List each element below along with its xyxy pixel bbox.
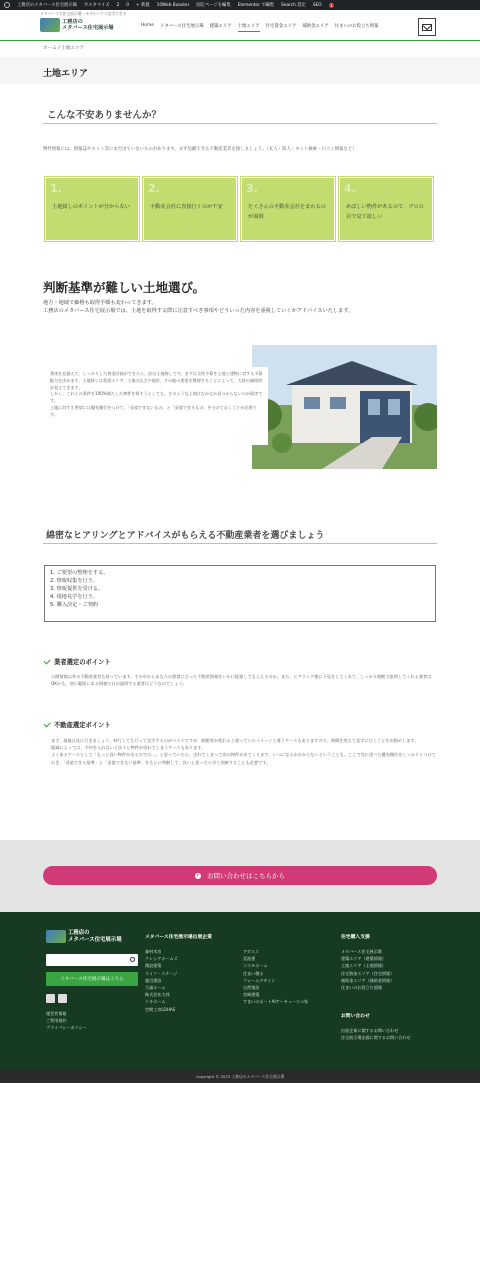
cta-label: お問い合わせはこちらから xyxy=(207,872,285,880)
footer-link[interactable]: 大福ホーム xyxy=(145,985,166,991)
concerns-heading: こんな不安ありませんか？ xyxy=(47,110,162,121)
admin-seo[interactable]: SEO xyxy=(312,2,322,8)
logo-house-icon xyxy=(46,930,66,943)
footer-link[interactable]: 住まい創る xyxy=(243,970,264,976)
footer-social xyxy=(46,994,67,1003)
admin-edit-page[interactable]: 固定ページを編集 xyxy=(196,3,231,8)
agent-heading-line xyxy=(43,543,437,544)
contact-cta-button[interactable] xyxy=(43,866,437,885)
card-number: 4. xyxy=(344,182,356,195)
footer xyxy=(0,912,480,1070)
house-photo xyxy=(252,345,437,469)
advice-paragraph-3: 土地に対する要望には優先順位をつけて、「妥協できないもの」と「妥協できるもの」を分けておくことが必要です。 xyxy=(50,404,257,417)
card-number: 1. xyxy=(50,182,62,195)
search-icon[interactable] xyxy=(130,957,135,962)
footer-link[interactable]: コスモホーム xyxy=(243,963,268,969)
footer-link[interactable]: 創設建築 xyxy=(145,963,162,969)
point2-text xyxy=(51,737,437,766)
advice-paragraph-1: 将来を見据えて、しっかりした資金計画ができたら、次は土地探しです。まずは全体予算を土地と建物に対する予算配分を決めます。土地探しは希望エリア、土地の広さや地形、その他の要望を整理することによって、大体の価格帯が見えてきます。 xyxy=(50,371,263,390)
intro-line-1: 地方・地域で価格も取得手順も変わってきます。 xyxy=(43,300,157,306)
footer-link[interactable]: 運営者情報 xyxy=(46,1011,67,1016)
nav-funding[interactable]: 住宅資金エリア xyxy=(265,24,297,29)
logo-line-2: メタバース住宅展示場 xyxy=(62,25,114,31)
footer-link[interactable]: 建築エリア（建築情報） xyxy=(341,956,387,962)
grid-icon[interactable] xyxy=(58,994,67,1003)
breadcrumb[interactable]: ホーム / 土地エリア xyxy=(43,46,85,51)
footer-metaverse-button[interactable]: メタバース住宅展示場はこちら xyxy=(46,972,138,986)
logo-house-icon xyxy=(40,18,60,32)
footer-link[interactable]: 自然建設 xyxy=(243,985,260,991)
footer-link[interactable]: プライバシーポリシー xyxy=(46,1025,87,1031)
footer-link[interactable]: 出展企業に関するお問い合わせ xyxy=(341,1028,399,1033)
footer-link[interactable]: 補助金エリア（補助金情報） xyxy=(341,977,395,983)
nav-building[interactable]: 建築エリア xyxy=(209,24,232,29)
copyright-text: Copyright © 2023 工務店のメタバース住宅展示場 xyxy=(195,1073,285,1079)
nav-subsidy[interactable]: 補助金エリア xyxy=(302,24,329,29)
concern-card-2 xyxy=(143,177,237,241)
admin-updates[interactable]: 2 xyxy=(116,2,120,8)
page-title: 土地エリア xyxy=(43,69,89,79)
admin-new[interactable]: + 新規 xyxy=(136,3,150,8)
check-icon xyxy=(44,657,51,664)
footer-link[interactable]: メタバース住宅展示場 xyxy=(341,949,382,954)
admin-comments[interactable]: 0 xyxy=(126,2,130,8)
check-icon xyxy=(44,720,51,727)
footer-link[interactable]: 晃池建 xyxy=(243,956,256,962)
judgement-intro xyxy=(43,299,443,315)
admin-customize[interactable]: カスタマイズ xyxy=(83,3,110,8)
footer-exhibitors-a xyxy=(145,948,178,1013)
step-item: 5. 購入決定・ご契約 xyxy=(50,602,99,608)
copyright-bar xyxy=(0,1070,480,1083)
footer-link[interactable]: クレシアホームズ xyxy=(145,956,178,962)
arrow-circle-icon xyxy=(195,873,201,879)
concerns-heading-line xyxy=(43,123,437,124)
footer-link[interactable]: フォームデザイン xyxy=(243,977,276,983)
steps-box xyxy=(44,565,436,622)
admin-bar xyxy=(0,0,480,10)
admin-seo-badge: 1 xyxy=(330,2,333,8)
agent-heading: 綿密なヒアリングとアドバイスがもらえる不動産業者を選びましょう xyxy=(46,531,325,541)
footer-link[interactable]: 宮崎建築 xyxy=(243,992,260,998)
home-icon[interactable] xyxy=(46,994,55,1003)
footer-link[interactable]: アダスス xyxy=(243,949,260,954)
contact-mail-button[interactable] xyxy=(418,18,436,36)
point1-title: 業者選定のポイント xyxy=(54,659,111,666)
card-text: 土地探しのポイントが分からない xyxy=(52,204,130,210)
concerns-paragraph: 物件情報には、情報誌やネット等にまだ出ていないものがあります。まず信頼できる不動産業者を探しましょう。（友人・知人・ネット検索・口コミ情報など） xyxy=(43,147,357,152)
site-tagline: メタバースで住宅展示場・モデルハウス見学できる xyxy=(40,11,127,16)
wordpress-logo-icon[interactable] xyxy=(4,2,10,8)
nav-land[interactable]: 土地エリア xyxy=(238,23,260,32)
step-item: 1. ご要望の整理をする。 xyxy=(50,570,109,576)
footer-contact-heading: お問い合わせ xyxy=(341,1014,370,1019)
point1-text: 公開情報以外の不動産業者も持っています。その中からあなたの要望に合った不動産情報をいかに提案してもらえるのか。また、ヒアリング後に下見をしてくれて、しっかり根拠で説明してくれる業者はOKかも、逆に範囲にある情報だけの説明する業者はどうなのでしょう。 xyxy=(51,674,432,687)
nav-metaverse[interactable]: メタバース住宅展示場 xyxy=(159,24,204,29)
point2-heading xyxy=(44,720,111,729)
footer-link[interactable]: ご利用規約 xyxy=(46,1018,67,1024)
footer-link[interactable]: すまいのポートAIアーキュースつ家 xyxy=(243,999,309,1005)
footer-link[interactable]: 森村木房 xyxy=(145,949,162,954)
step-item: 3. 情報提供を受ける。 xyxy=(50,586,104,592)
intro-line-2: 工務店のメタバース住宅展示場では、土地を取得する際に注意すべき事項やどういった内容を重視していくかアドバイスいたします。 xyxy=(43,308,354,314)
footer-exhibitors-b xyxy=(243,948,308,1006)
admin-elementor[interactable]: Elementor で編集 xyxy=(237,3,275,8)
footer-small-links xyxy=(46,1010,87,1032)
footer-link[interactable]: 空間工房LOHAS xyxy=(145,1006,176,1012)
point2-paragraph: まず、現地は見に行きましょう。時行しても行って見学するのがベストですが、制限等が変わると違っていたイメージと違うケースもありますので、時間を変えて見学に行くことをお勧めします。 xyxy=(51,738,419,743)
footer-link[interactable]: 住宅展示場企画に関するお問い合わせ xyxy=(341,1035,411,1041)
logo-line-1: 工務店の xyxy=(62,18,83,25)
footer-search-input[interactable] xyxy=(46,954,138,966)
footer-support-links xyxy=(341,948,394,991)
point2-paragraph: よくあるケースとして「もっと良い物件が出るのでは…」と思っていたら、売れてしまって次の物件が出てくるまで、いつになるかわからないということも。ここで先に述べた優先順位をしっかりとつけておき、「妥協できる基準」と「妥協できない基準」をもとに判断して、良いと思ったら早く決断することも必要です。 xyxy=(51,752,436,765)
card-text: たくさんの不動産会社をまわるのが面倒 xyxy=(248,204,326,220)
footer-link[interactable]: 住宅資金エリア（住宅情報） xyxy=(341,970,395,976)
footer-logo[interactable] xyxy=(46,930,122,943)
point1-heading xyxy=(44,657,111,666)
card-number: 2. xyxy=(148,182,160,195)
nav-tips[interactable]: 住まいのお役立ち情報 xyxy=(334,24,379,29)
admin-booster[interactable]: 10Web Booster xyxy=(156,2,190,8)
step-item: 2. 情報収集を行う。 xyxy=(50,578,99,584)
admin-site-name[interactable]: 工務店のメタバース住宅展示場 xyxy=(17,3,77,8)
point2-paragraph: 地域によっては、予約を入れないと次々と物件が売れてしまうケースもあります。 xyxy=(51,745,206,751)
admin-search-settings[interactable]: Search 設定 xyxy=(281,3,306,8)
logo-line-2: メタバース住宅展示場 xyxy=(68,936,122,943)
nav-home[interactable]: Home xyxy=(141,23,154,28)
concern-card-4 xyxy=(339,177,433,241)
footer-link[interactable]: 住まいのお役立ち情報 xyxy=(341,985,382,991)
concern-card-3 xyxy=(241,177,335,241)
card-text: めぼしい物件があるので、プロの目で見て欲しい xyxy=(346,204,424,220)
footer-logo-text xyxy=(68,930,122,943)
concern-card-1 xyxy=(45,177,139,241)
logo-text xyxy=(62,19,114,31)
site-logo[interactable] xyxy=(40,16,116,34)
footer-contact-links xyxy=(341,1027,411,1041)
footer-col3-heading: 住宅購入支援 xyxy=(341,935,370,940)
card-number: 3. xyxy=(246,182,258,195)
global-nav xyxy=(141,23,379,32)
mail-icon xyxy=(422,24,432,31)
card-text: 不動産会社に直接行くのが不安 xyxy=(150,204,223,210)
header-divider xyxy=(0,40,480,41)
step-item: 4. 現地見学を行う。 xyxy=(50,594,99,600)
advice-box xyxy=(45,367,268,445)
footer-link[interactable]: 風辺建設 xyxy=(145,977,162,983)
footer-col2-heading: メタバース住宅展示場出展企業 xyxy=(145,935,212,940)
logo-line-1: 工務店の xyxy=(68,930,90,937)
footer-link[interactable]: 土地エリア（土地情報） xyxy=(341,963,387,969)
footer-link[interactable]: 株式会社大邦 xyxy=(145,992,170,998)
point2-title: 不動産選定ポイント xyxy=(54,722,111,729)
footer-link[interactable]: ライフ・ステージ xyxy=(145,970,178,976)
advice-paragraph-2: しかし、これらの条件を100%満たした物件を探そうとしても、そのような土地はなかなか見つからないのが現実です。 xyxy=(50,391,263,404)
footer-link[interactable]: トキホーム xyxy=(145,999,166,1005)
judgement-heading: 判断基準が難しい土地選び。 xyxy=(43,280,206,295)
